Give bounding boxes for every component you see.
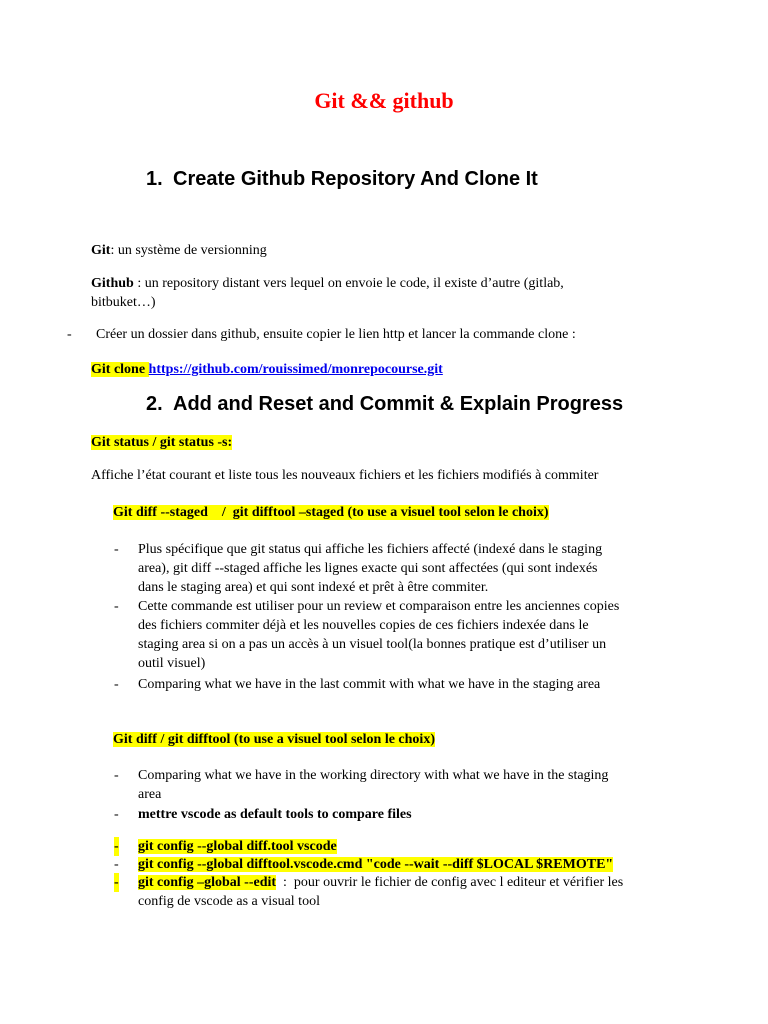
git-definition-label: Git bbox=[91, 243, 111, 258]
list-item-line: staging area si on a pas un accès à un visuel tool(la bonnes pratique est d’utiliser un bbox=[138, 637, 607, 652]
config-command: git config --global difftool.vscode.cmd "code --wait --diff $LOCAL $REMOTE" bbox=[138, 857, 614, 872]
diff-staged-command bbox=[113, 503, 549, 522]
list-item-line: Comparing what we have in the last commit with what we have in the staging area bbox=[138, 677, 601, 692]
section-2-heading bbox=[146, 393, 623, 416]
status-command bbox=[91, 433, 232, 452]
status-command-text: Git status / git status -s: bbox=[91, 435, 233, 450]
clone-url-link[interactable]: https://github.com/rouissimed/monrepocourse.git bbox=[148, 362, 443, 377]
list-item-line: Cette commande est utiliser pour un review et comparaison entre les anciennes copies bbox=[138, 599, 620, 614]
config-command: git config –global --edit bbox=[138, 875, 277, 890]
config-item-dash: - bbox=[114, 839, 119, 854]
diff-command bbox=[113, 730, 435, 749]
list-item-line: des fichiers commiter déjà et les nouvelles copies de ces fichiers indexée dans le bbox=[138, 618, 589, 633]
section-1-heading-text: Create Github Repository And Clone It bbox=[173, 168, 538, 190]
github-definition-line1: : un repository distant vers lequel on envoie le code, il existe d’autre (gitlab, bbox=[133, 276, 564, 291]
github-definition-line2: bitbuket…) bbox=[91, 295, 156, 310]
config-description-line2: config de vscode as a visual tool bbox=[138, 894, 320, 909]
list-item-dash: - bbox=[114, 542, 119, 557]
list-item-line: area), git diff --staged affiche les lignes exacte qui sont affectées (qui sont indexés bbox=[138, 561, 598, 576]
section-1-heading bbox=[146, 168, 538, 191]
config-item bbox=[138, 873, 623, 892]
config-item bbox=[138, 837, 337, 856]
list-item-line: Comparing what we have in the working directory with what we have in the staging bbox=[138, 768, 609, 783]
bullet-dash: - bbox=[67, 327, 72, 342]
section-2-number: 2. bbox=[146, 393, 163, 415]
status-description: Affiche l’état courant et liste tous les nouveaux fichiers et les fichiers modifiés à commiter bbox=[91, 468, 599, 483]
list-item-line: Plus spécifique que git status qui affiche les fichiers affecté (indexé dans le staging bbox=[138, 542, 603, 557]
config-command: git config --global diff.tool vscode bbox=[138, 839, 337, 854]
git-definition bbox=[91, 241, 267, 260]
clone-instruction: Créer un dossier dans github, ensuite copier le lien http et lancer la commande clone : bbox=[96, 327, 576, 342]
config-item-dash: - bbox=[114, 857, 119, 872]
list-item-line: mettre vscode as default tools to compare files bbox=[138, 807, 412, 822]
config-item-dash: - bbox=[114, 875, 119, 890]
diff-staged-command-text: Git diff --staged / git difftool –staged (to use a visuel tool selon le choix) bbox=[113, 505, 549, 520]
config-description: : pour ouvrir le fichier de config avec l editeur et vérifier les bbox=[276, 875, 624, 890]
list-item-line: area bbox=[138, 787, 162, 802]
github-definition bbox=[91, 274, 564, 293]
clone-command: Git clone bbox=[91, 362, 146, 377]
section-2-heading-text: Add and Reset and Commit & Explain Progress bbox=[173, 393, 624, 415]
section-1-number: 1. bbox=[146, 168, 163, 190]
document-title: Git && github bbox=[314, 88, 454, 113]
list-item-dash: - bbox=[114, 807, 119, 822]
git-definition-text: : un système de versionning bbox=[110, 243, 267, 258]
list-item-dash: - bbox=[114, 599, 119, 614]
clone-command-line bbox=[91, 360, 443, 379]
list-item-line: outil visuel) bbox=[138, 656, 206, 671]
diff-command-text: Git diff / git difftool (to use a visuel tool selon le choix) bbox=[113, 732, 435, 747]
config-item bbox=[138, 855, 613, 874]
list-item-dash: - bbox=[114, 677, 119, 692]
list-item-dash: - bbox=[114, 768, 119, 783]
github-definition-label: Github bbox=[91, 276, 134, 291]
list-item-line: dans le staging area) et qui sont indexé et prêt à être commiter. bbox=[138, 580, 489, 595]
